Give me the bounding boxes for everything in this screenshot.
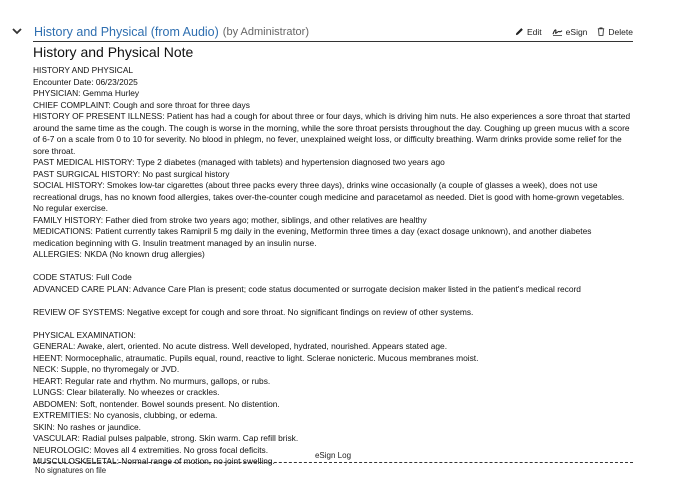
note-line: ABDOMEN: Soft, nontender. Bowel sounds present. No distention. (33, 398, 280, 409)
pencil-icon (515, 27, 524, 36)
note-header (33, 22, 633, 42)
edit-label: Edit (527, 26, 542, 37)
trash-icon (597, 27, 605, 36)
delete-button[interactable] (597, 27, 633, 37)
esign-log-title: eSign Log (314, 451, 352, 460)
note-line: GENERAL: Awake, alert, oriented. No acute distress. Well developed, hydrated, nourished. Appears stated age. (33, 341, 448, 351)
note-line: SKIN: No rashes or jaundice. (33, 421, 141, 432)
note-line: HISTORY OF PRESENT ILLNESS: Patient has had a cough for about three or four days, which is driving him nuts. He also experiences a sore throat that started around the same time as the cough. The cough is worse in the morning, while the sore throat persists throughout the day. Coughing up green mucus with a score of 6-7 on a scale from 0 to 10 for severity. No blood in phlegm, no fever, unexplained weight loss, or difficulty breathing. Warm drinks provide some relief for the sore throat. (33, 111, 631, 156)
esign-empty-message: No signatures on file (35, 466, 107, 475)
blank-line (33, 295, 633, 307)
note-line: LUNGS: Clear bilaterally. No wheezes or crackles. (33, 387, 220, 397)
delete-label: Delete (608, 26, 633, 37)
esign-log (33, 451, 633, 475)
note-line: SOCIAL HISTORY: Smokes low-tar cigarettes (about three packs every three days), drinks wine occasionally (a couple of glasses a week), does not use recreational drugs, has no known food allergies, takes over-the-counter cough medicine and paracetamol as needed. Diet is good with home-grown vegetables. No regular exercise. (33, 180, 625, 213)
signature-icon (552, 27, 563, 36)
chevron-down-icon[interactable] (8, 25, 26, 39)
note-heading: History and Physical Note (33, 44, 194, 60)
blank-line (33, 261, 633, 273)
esign-divider (33, 462, 633, 463)
note-line: ALLERGIES: NKDA (No known drug allergies) (33, 249, 205, 259)
note-line: VASCULAR: Radial pulses palpable, strong. Skin warm. Cap refill brisk. (33, 433, 299, 443)
note-line: EXTREMITIES: No cyanosis, clubbing, or edema. (33, 410, 218, 420)
note-line: HEENT: Normocephalic, atraumatic. Pupils equal, round, reactive to light. Sclerae nonicteric. Mucous membranes moist. (33, 352, 479, 363)
note-line: HEART: Regular rate and rhythm. No murmurs, gallops, or rubs. (33, 375, 271, 386)
note-line: NEUROLOGIC: Moves all 4 extremities. No gross focal deficits. (33, 444, 269, 455)
note-panel (33, 22, 633, 468)
esign-button[interactable] (552, 27, 588, 37)
note-line: Encounter Date: 06/23/2025 (33, 76, 138, 87)
note-title-link[interactable]: History and Physical (from Audio) (34, 24, 219, 39)
note-line: CODE STATUS: Full Code (33, 272, 132, 282)
note-line: PAST MEDICAL HISTORY: Type 2 diabetes (managed with tablets) and hypertension diagnosed two years ago (33, 157, 445, 167)
note-line: MUSCULOSKELETAL: Normal range of motion, no joint swelling. (33, 456, 275, 466)
note-body (33, 65, 633, 468)
edit-button[interactable] (515, 27, 542, 37)
note-line: ADVANCED CARE PLAN: Advance Care Plan is present; code status documented or surrogate decision maker listed in the patient's medical record (33, 283, 581, 294)
esign-label: eSign (565, 26, 588, 37)
note-author: (by Administrator) (222, 25, 309, 38)
note-line: PHYSICAL EXAMINATION: (33, 329, 136, 340)
note-line: MEDICATIONS: Patient currently takes Ramipril 5 mg daily in the evening, Metformin three times a day (exact dosage unknown), and another diabetes medication beginning with G. Insulin treatment managed by an insulin nurse. (33, 226, 592, 248)
note-line: PHYSICIAN: Gemma Hurley (33, 88, 140, 98)
note-actions (515, 27, 633, 37)
note-line: PAST SURGICAL HISTORY: No past surgical history (33, 168, 230, 179)
note-line: CHIEF COMPLAINT: Cough and sore throat for three days (33, 99, 250, 110)
blank-line (33, 318, 633, 330)
note-line: REVIEW OF SYSTEMS: Negative except for cough and sore throat. No significant findings on review of other systems. (33, 306, 474, 317)
note-line: NECK: Supple, no thyromegaly or JVD. (33, 364, 180, 374)
note-line: FAMILY HISTORY: Father died from stroke two years ago; mother, siblings, and other relatives are healthy (33, 214, 427, 225)
note-line: HISTORY AND PHYSICAL (33, 65, 134, 75)
